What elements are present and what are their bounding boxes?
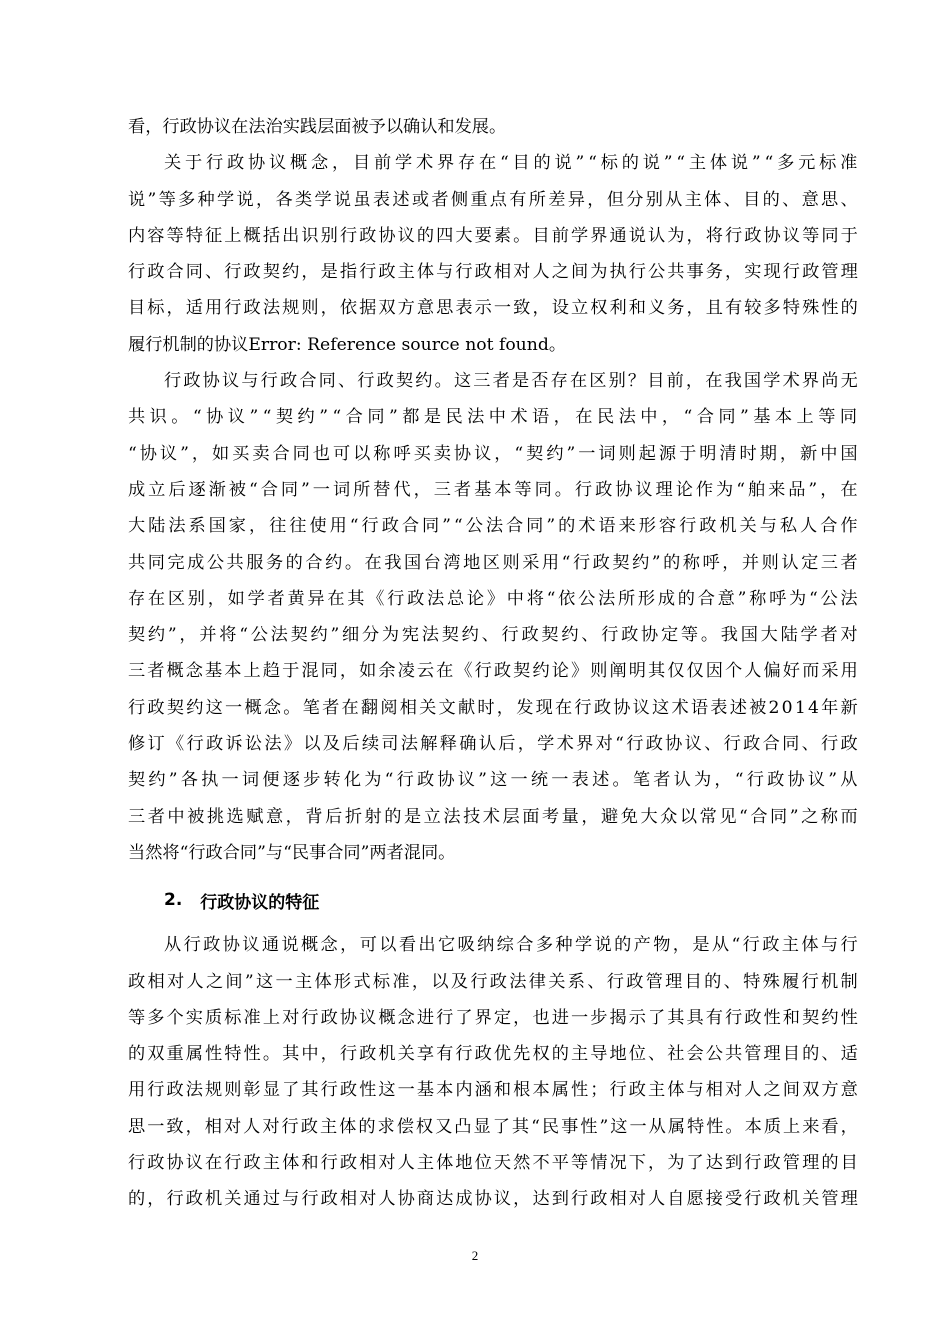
paragraph-line: 从行政协议通说概念，可以看出它吸纳综合多种学说的产物，是从“行政主体与行 [164,935,861,956]
paragraph-line: 大陆法系国家，往往使用“行政合同”“公法合同”的术语来形容行政机关与私人合作 [128,516,861,537]
paragraph-line: 内容等特征上概括出识别行政协议的四大要素。目前学界通说认为，将行政协议等同于 [128,225,860,246]
section-heading [128,873,858,927]
paragraph-line: 关于行政协议概念，目前学术界存在“目的说”“标的说”“主体说”“多元标准 [164,153,862,174]
paragraph-line: 成立后逐渐被“合同”一词所替代，三者基本等同。行政协议理论作为“舶来品”，在 [128,479,861,500]
page-number: 2 [471,1248,479,1263]
paragraph-line: 修订《行政诉讼法》以及后续司法解释确认后，学术界对“行政协议、行政合同、行政 [128,734,861,755]
paragraph-line: 说”等多种学说，各类学说虽表述或者侧重点有所差异，但分别从主体、目的、意思、 [128,189,861,210]
paragraph-line: 的，行政机关通过与行政相对人协商达成协议，达到行政相对人自愿接受行政机关管理 [128,1189,860,1210]
paragraph-line: 用行政法规则彰显了其行政性这一基本内涵和根本属性；行政主体与相对人之间双方意 [128,1080,860,1101]
paragraph-line: 的双重属性特性。其中，行政机关享有行政优先权的主导地位、社会公共管理目的、适 [128,1044,860,1065]
section-number: 2. [164,890,183,911]
section-title: 行政协议的特征 [200,892,320,913]
paragraph-line: 行政协议与行政合同、行政契约。这三者是否存在区别？目前，在我国学术界尚无 [164,371,860,392]
paragraph-line: “协议”，如买卖合同也可以称呼买卖协议，“契约”一词则起源于明清时期，新中国 [128,443,861,464]
paragraph-line: 等多个实质标准上对行政协议概念进行了界定，也进一步揭示了其具有行政性和契约性 [128,1007,860,1028]
paragraph-line: 三者中被挑选赋意，背后折射的是立法技术层面考量，避免大众以常见“合同”之称而 [128,806,861,827]
paragraph-line: 政相对人之间”这一主体形式标准，以及行政法律关系、行政管理目的、特殊履行机制 [128,971,861,992]
paragraph-line: 共同完成公共服务的合约。在我国台湾地区则采用“行政契约”的称呼，并则认定三者 [128,552,861,573]
paragraph-line: 契约”，并将“公法契约”细分为宪法契约、行政契约、行政协定等。我国大陆学者对 [128,625,861,646]
paragraph-line: 三者概念基本上趋于混同，如余凌云在《行政契约论》则阐明其仅仅因个人偏好而采用 [128,661,860,682]
paragraph-line: 共识。“协议”“契约”“合同”都是民法中术语，在民法中，“合同”基本上等同 [128,407,862,428]
paragraph-line: 目标，适用行政法规则，依据双方意思表示一致，设立权利和义务，且有较多特殊性的 [128,298,860,319]
page-body [128,109,862,1218]
paragraph-line: 存在区别，如学者黄异在其《行政法总论》中将“依公法所形成的合意”称呼为“公法 [128,588,861,609]
paragraph-line: 行政契约这一概念。笔者在翻阅相关文献时，发现在行政协议这术语表述被2014年新 [128,697,860,718]
paragraph-line: 契约”各执一词便逐步转化为“行政协议”这一统一表述。笔者认为，“行政协议”从 [128,770,861,791]
paragraph-line: 履行机制的协议Error: Reference source not found。 [128,334,567,355]
paragraph-line: 看，行政协议在法治实践层面被予以确认和发展。 [128,117,507,137]
paragraph-line: 思一致，相对人对行政主体的求偿权又凸显了其“民事性”这一从属特性。本质上来看， [128,1116,860,1137]
paragraph-line: 行政协议在行政主体和行政相对人主体地位天然不平等情况下，为了达到行政管理的目 [128,1153,860,1174]
paragraph-line: 当然将“行政合同”与“民事合同”两者混同。 [128,842,456,863]
paragraph-line: 行政合同、行政契约，是指行政主体与行政相对人之间为执行公共事务，实现行政管理 [128,262,860,283]
